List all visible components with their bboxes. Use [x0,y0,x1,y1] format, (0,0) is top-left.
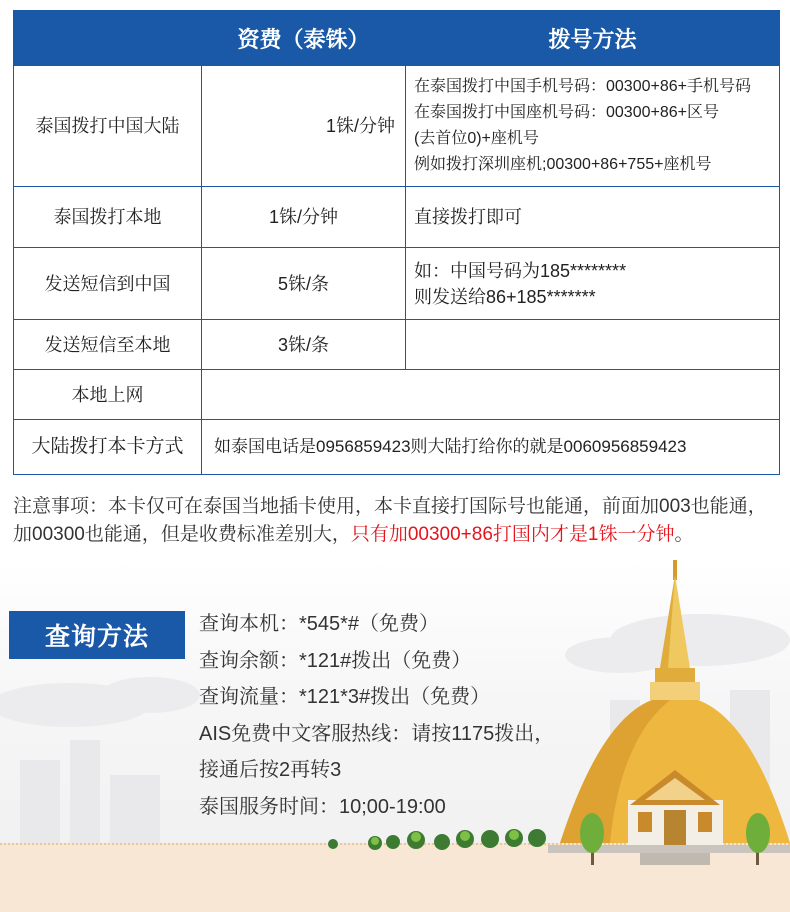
query-line: 泰国服务时间：10;00-19:00 [199,795,446,818]
query-line: 接通后按2再转3 [199,759,342,781]
row-method-empty [406,320,780,370]
query-method-badge: 查询方法 [9,611,185,659]
query-line: 查询本机：*545*#（免费） [199,613,440,635]
table-row [14,248,780,320]
row-rate: 1铢/分钟 [202,187,406,248]
row-dial-info: 如泰国电话是0956859423则大陆打给你的就是0060956859423 [202,420,780,475]
table-row [14,187,780,248]
table-row [14,420,780,475]
fees-table [13,10,780,475]
table-row [14,66,780,187]
row-item: 大陆拨打本卡方式 [14,420,202,475]
row-item: 发送短信到中国 [14,248,202,320]
row-empty [202,370,780,420]
row-rate: 1铢/分钟 [202,66,406,187]
table-row [14,370,780,420]
method-line: 在泰国拨打中国座机号码：00300+86+区号 [414,104,719,121]
row-method: 直接拨打即可 [406,187,780,248]
query-line: AIS免费中文客服热线：请按1175拨出， [199,722,555,745]
query-line: 查询余额：*121#拨出（免费） [199,649,472,672]
row-item: 发送短信至本地 [14,320,202,370]
notice-end: 。 [674,524,694,545]
table-header-row [14,11,780,66]
method-line: 在泰国拨打中国手机号码：00300+86+手机号码 [414,78,751,95]
row-method [406,66,780,187]
query-line: 查询流量：*121*3#拨出（免费） [199,686,491,708]
row-rate: 5铢/条 [202,248,406,320]
header-method: 拨号方法 [406,11,780,66]
query-list [199,606,619,825]
row-method [406,248,780,320]
method-line: 如：中国号码为185******** [414,260,627,281]
method-line: 例如拨打深圳座机;00300+86+755+座机号 [414,156,712,173]
method-line: (去首位0)+座机号 [414,130,539,147]
header-blank [14,11,202,66]
notice-highlight: 只有加00300+86打国内才是1铢一分钟 [350,524,675,545]
row-item: 本地上网 [14,370,202,420]
row-rate: 3铢/条 [202,320,406,370]
table-row [14,320,780,370]
row-item: 泰国拨打中国大陆 [14,66,202,187]
method-line: 则发送给86+185******* [414,286,596,307]
notice-text [13,493,773,549]
notice-body: 注意事项：本卡仅可在泰国当地插卡使用，本卡直接打国际号也能通，前面加003也能通，加00300也能通，但是收费标准差别大， [13,496,767,545]
header-rate: 资费（泰铢） [202,11,406,66]
row-item: 泰国拨打本地 [14,187,202,248]
